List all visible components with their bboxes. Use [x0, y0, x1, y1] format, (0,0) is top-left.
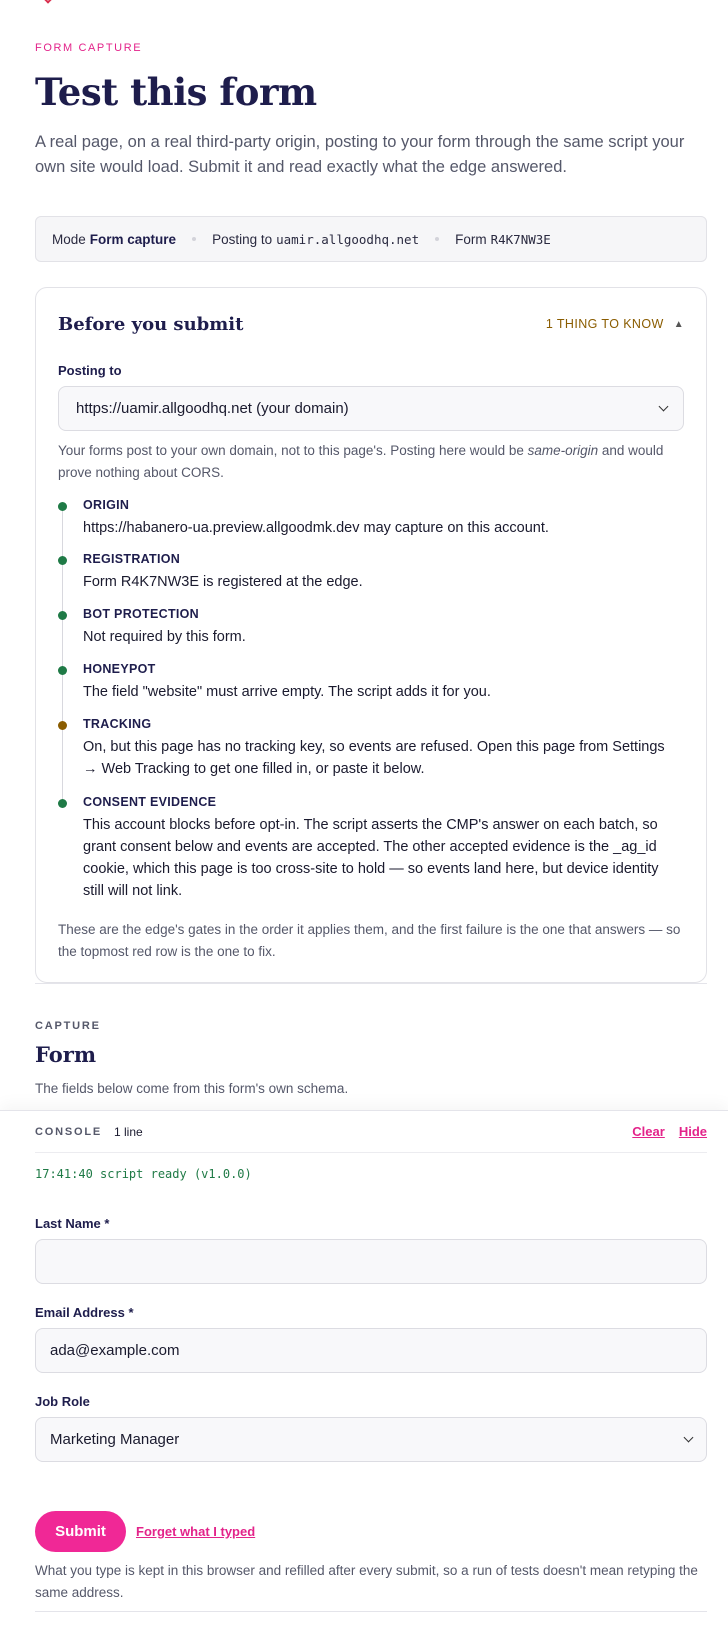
note-text-end: and would prove nothing about CORS.	[58, 443, 664, 480]
before-you-submit-card	[35, 287, 707, 983]
gate-description: The field "website" must arrive empty. The script adds it for you.	[83, 684, 491, 700]
separator-dot	[192, 237, 196, 241]
status-ok-icon	[58, 502, 67, 511]
console-header-left	[35, 1125, 143, 1139]
chevron-down-icon	[659, 402, 669, 412]
status-ok-icon	[58, 611, 67, 620]
gate-description: This account blocks before opt-in. The script asserts the CMP's answer on each batch, so grant consent below and events are accepted. The other accepted evidence is the _ag_id cookie, which this page is too cross-site to hold — so events land here, but device identity still will not link.	[83, 817, 659, 899]
posting-to-select[interactable]	[58, 386, 684, 431]
posting-value: uamir.allgoodhq.net	[276, 231, 420, 247]
things-to-know-toggle[interactable]	[546, 317, 684, 331]
mode-segment	[52, 232, 176, 247]
posting-segment	[212, 232, 419, 247]
card-title: Before you submit	[58, 313, 244, 335]
console-panel	[0, 1110, 728, 1199]
gate-name: REGISTRATION	[83, 552, 181, 566]
mode-value: Form capture	[89, 231, 177, 247]
last-name-input[interactable]	[35, 1239, 707, 1284]
console-inner	[35, 1111, 707, 1200]
gate-description: Not required by this form.	[83, 629, 246, 645]
note-emphasis: same-origin	[527, 443, 599, 458]
gate-name: HONEYPOT	[83, 662, 156, 676]
console-clear-link[interactable]: Clear	[632, 1124, 665, 1139]
console-log-line: 17:41:40 script ready (v1.0.0)	[35, 1167, 252, 1181]
gate-name: BOT PROTECTION	[83, 607, 200, 621]
job-role-select[interactable]	[35, 1417, 707, 1462]
console-actions	[632, 1124, 707, 1139]
status-ok-icon	[58, 556, 67, 565]
status-ok-icon	[58, 799, 67, 808]
status-warning-icon	[58, 721, 67, 730]
gate-description: https://habanero-ua.preview.allgoodmk.dev may capture on this account.	[83, 520, 549, 536]
same-origin-note	[58, 440, 684, 484]
page-eyebrow: FORM CAPTURE	[35, 42, 143, 54]
email-label: Email Address *	[35, 1305, 134, 1320]
page-lede: A real page, on a real third-party origin, posting to your form through the same script your own site would load. Submit it and read exactly what the edge answered.	[35, 133, 685, 176]
submit-button[interactable]: Submit	[35, 1511, 126, 1552]
things-to-know-label: 1 THING TO KNOW	[545, 317, 664, 331]
form-helper-text: What you type is kept in this browser and refilled after every submit, so a run of tests doesn't mean retyping the same address.	[35, 1563, 698, 1600]
note-text: Your forms post to your own domain, not to this page's. Posting here would be	[58, 443, 528, 458]
mode-info-bar	[35, 216, 707, 262]
page-title: Test this form	[35, 70, 317, 114]
divider	[35, 983, 707, 984]
separator-dot	[435, 237, 439, 241]
status-ok-icon	[58, 666, 67, 675]
gate-description: Form R4K7NW3E is registered at the edge.	[83, 574, 363, 590]
card-header	[58, 312, 684, 336]
gates-footnote: These are the edge's gates in the order it applies them, and the first failure is the one that answers — so the topmost red row is the one to fix.	[58, 922, 681, 959]
console-line-count: 1 line	[114, 1124, 143, 1139]
gate-name: TRACKING	[83, 717, 152, 731]
gate-description: On, but this page has no tracking key, so events are refused. Open this page from Settings → Web Tracking to get one filled in, or paste it below.	[83, 739, 665, 777]
capture-title: Form	[35, 1042, 97, 1067]
mode-label: Mode	[52, 231, 86, 247]
form-id-value: R4K7NW3E	[490, 231, 551, 247]
chevron-down-icon	[684, 1433, 694, 1443]
gate-name: ORIGIN	[83, 498, 130, 512]
console-title: CONSOLE	[35, 1125, 102, 1138]
form-segment	[455, 232, 551, 247]
posting-label: Posting to	[212, 231, 273, 247]
posting-to-selected: https://uamir.allgoodhq.net (your domain)	[76, 400, 349, 417]
capture-subtitle: The fields below come from this form's own schema.	[35, 1081, 349, 1096]
console-header	[35, 1111, 707, 1153]
last-name-label: Last Name *	[35, 1216, 110, 1231]
form-id-label: Form	[455, 231, 487, 247]
gate-name: CONSENT EVIDENCE	[83, 795, 217, 809]
job-role-label: Job Role	[35, 1394, 90, 1409]
gate-timeline-line	[62, 506, 63, 806]
email-input[interactable]: ada@example.com	[35, 1328, 707, 1373]
capture-eyebrow: CAPTURE	[35, 1020, 101, 1032]
console-hide-link[interactable]: Hide	[678, 1124, 707, 1139]
job-role-selected: Marketing Manager	[50, 1431, 180, 1448]
caret-up-icon: ▲	[673, 318, 684, 330]
top-chevron-icon	[42, 0, 53, 4]
divider	[35, 1611, 707, 1612]
forget-typed-link[interactable]: Forget what I typed	[136, 1524, 256, 1539]
posting-to-label: Posting to	[58, 363, 122, 378]
